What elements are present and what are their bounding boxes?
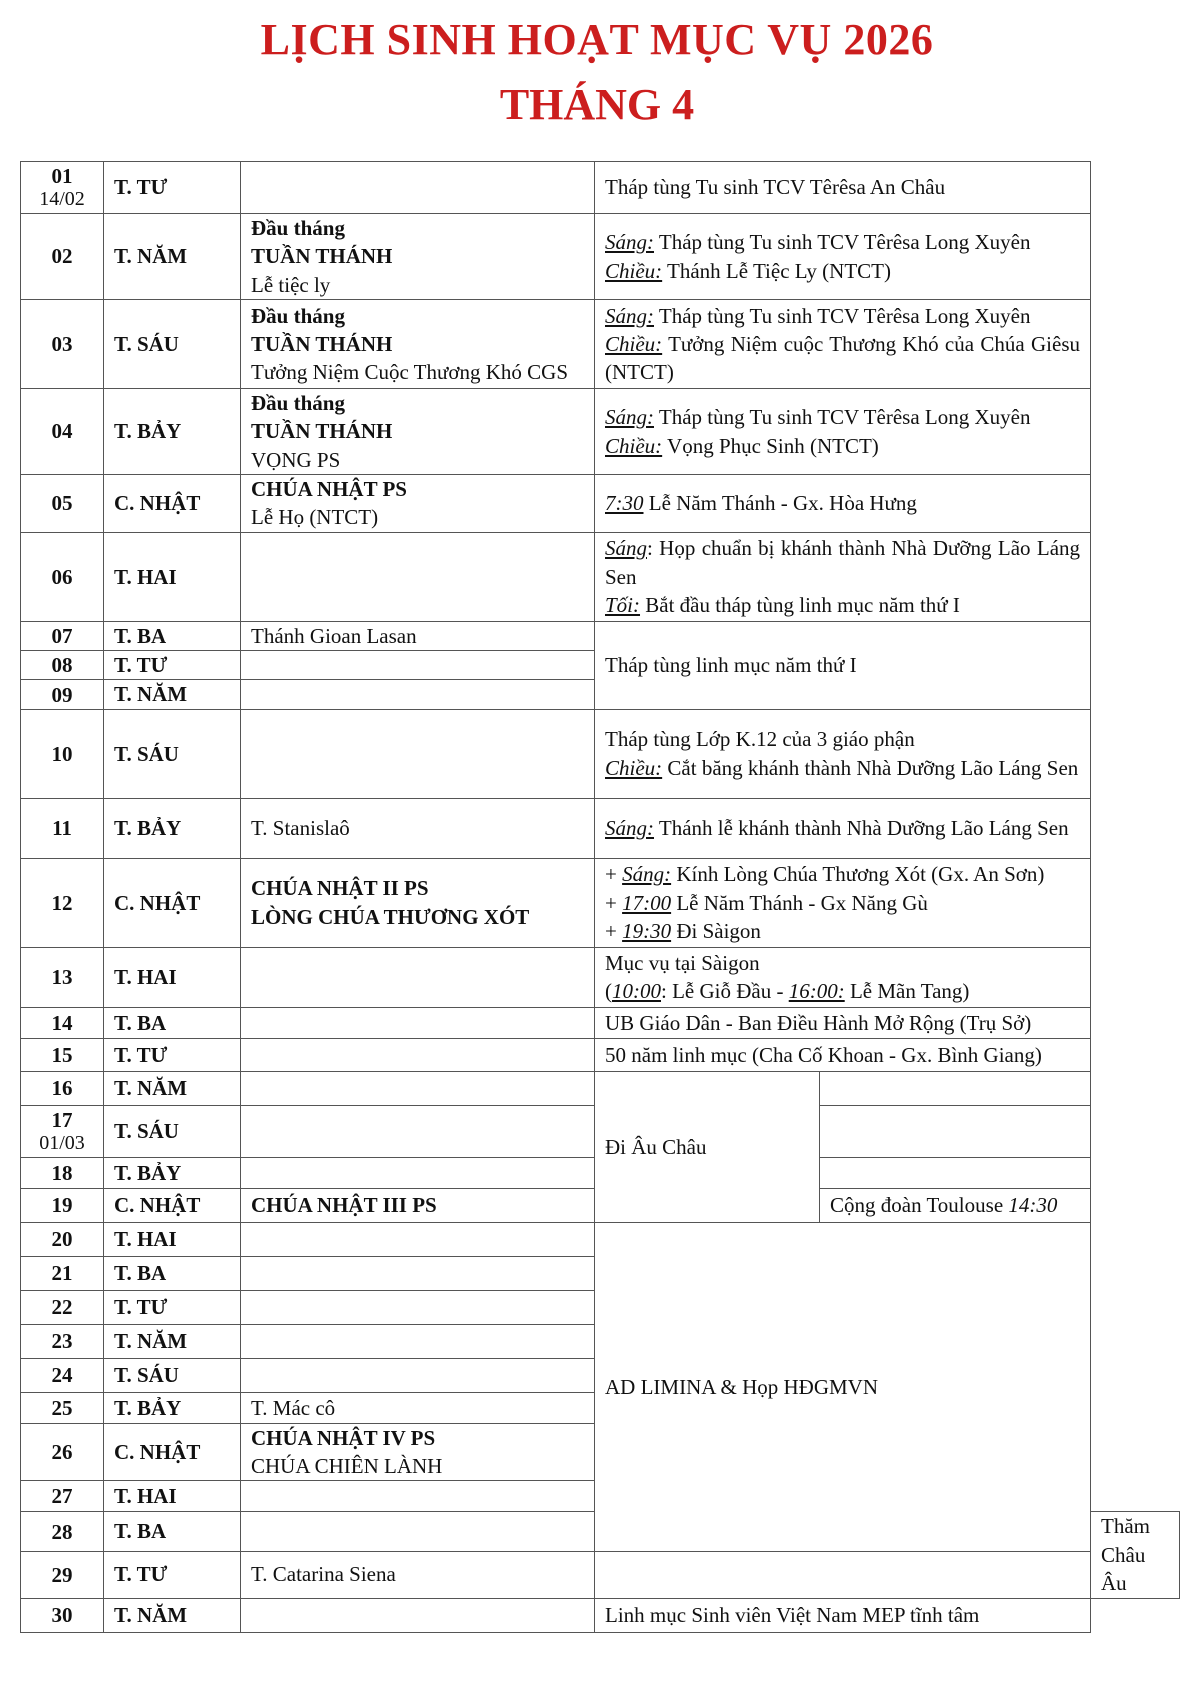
time-label: Chiều: [605,258,663,283]
table-row [21,621,1180,650]
lunar-date: 01/03 [39,1131,85,1154]
event-line: T. Mác cô [251,1395,336,1420]
day-number: 14 [51,1010,73,1035]
activity-text: Tưởng Niệm cuộc Thương Khó của Chúa Giêsu (NTCT) [605,331,1081,385]
day-number: 28 [51,1519,73,1544]
liturgical-event-cell [241,858,595,947]
activity-text: UB Giáo Dân - Ban Điều Hành Mở Rộng (Trụ Sở) [605,1010,1032,1035]
table-row [21,1551,1180,1598]
event-line: Lễ Họ (NTCT) [251,505,379,530]
table-row [21,1007,1180,1038]
day-number-cell [21,1290,104,1324]
time-label: Sáng: [605,405,654,430]
event-line: T. Stanislaô [251,816,350,841]
liturgical-event-cell [241,1007,595,1038]
table-row [21,858,1180,947]
event-line: CHÚA NHẬT IV PS [251,1425,436,1450]
time-label: Sáng: [605,230,654,255]
day-number-cell [21,1222,104,1256]
time-label: 16:00: [788,979,845,1004]
time-label: 19:30 [622,918,672,943]
time-label: Chiều: [605,433,663,458]
activity-text: Cắt băng khánh thành Nhà Dưỡng Lão Láng Sen [662,755,1079,780]
activity-text: Tháp tùng Tu sinh TCV Têrêsa Long Xuyên [654,230,1031,255]
activity-line [605,889,1080,917]
table-row [21,709,1180,798]
event-line: CHÚA CHIÊN LÀNH [251,1454,443,1479]
day-number-cell [21,709,104,798]
event-line: CHÚA NHẬT PS [251,477,407,502]
day-number: 13 [51,965,73,990]
day-number-cell [21,1392,104,1423]
weekday-cell: T. SÁU [104,300,241,389]
event-line: Đầu tháng [251,216,345,240]
weekday-cell: T. BẢY [104,1157,241,1188]
weekday-cell: T. TƯ [104,1551,241,1598]
activity-cell [595,214,1091,300]
weekday-cell: T. NĂM [104,214,241,300]
liturgical-event-cell [241,1105,595,1157]
time-label: Chiều: [605,755,663,780]
liturgical-event-cell [241,214,595,300]
activity-line [605,651,1080,679]
activity-line [605,814,1080,842]
activity-line [605,173,1080,201]
event-line: Tưởng Niệm Cuộc Thương Khó CGS [251,360,568,385]
empty-activity-cell [820,1157,1091,1188]
day-number-cell [21,1105,104,1157]
activity-text: Đi Sàigon [671,918,761,943]
time-label: Chiều: [605,331,663,356]
activity-cell [595,709,1091,798]
activity-cell [595,1038,1091,1071]
liturgical-event-cell [241,1598,595,1632]
table-row [21,798,1180,858]
liturgical-event-cell [241,1071,595,1105]
activity-text: Tháp tùng Tu sinh TCV Têrêsa An Châu [605,175,946,200]
activity-cell [595,532,1091,621]
liturgical-event-cell [241,1481,595,1512]
day-number-cell [21,1481,104,1512]
time-label: Tối: [605,592,641,617]
activity-text: AD LIMINA & Họp HĐGMVN [605,1374,878,1399]
day-number: 20 [51,1227,73,1252]
activity-text: Cộng đoàn Toulouse [830,1193,1009,1218]
activity-line [605,1041,1080,1069]
table-row [21,1038,1180,1071]
day-number-cell [21,947,104,1007]
activity-text: Tháp tùng linh mục năm thứ I [605,653,857,678]
liturgical-event-cell [241,1256,595,1290]
time-label: Sáng: [622,862,672,887]
weekday-cell: T. SÁU [104,1105,241,1157]
weekday-cell: T. HAI [104,947,241,1007]
activity-line [605,591,1080,619]
weekday-cell: T. TƯ [104,651,241,680]
event-line: CHÚA NHẬT III PS [251,1193,437,1218]
event-line: TUẦN THÁNH [251,244,393,269]
activity-line [605,977,1080,1005]
day-number: 15 [51,1042,73,1067]
activity-text: Lễ Năm Thánh - Gx. Hòa Hưng [643,491,917,516]
liturgical-event-cell [241,389,595,475]
day-number: 03 [51,331,73,356]
day-number: 21 [51,1261,73,1286]
day-number: 07 [51,623,73,648]
liturgical-event-cell [241,162,595,214]
day-number-cell [21,798,104,858]
weekday-cell: T. TƯ [104,1290,241,1324]
activity-text: + [605,918,623,943]
activity-cell [595,475,1091,533]
activity-text: Kính Lòng Chúa Thương Xót (Gx. An Sơn) [671,862,1045,887]
activity-line [605,1009,1080,1037]
event-line: TUẦN THÁNH [251,331,393,356]
day-number-cell [21,858,104,947]
day-number: 04 [51,419,73,444]
activity-line [605,754,1080,782]
day-number: 10 [51,741,73,766]
activity-cell [595,1007,1091,1038]
weekday-cell: T. SÁU [104,1358,241,1392]
time-label: 10:00 [612,979,661,1004]
day-number: 06 [51,564,73,589]
liturgical-event-cell [241,1423,595,1481]
weekday-cell: T. BẢY [104,389,241,475]
day-number-cell [21,1423,104,1481]
day-number-cell [21,651,104,680]
day-number-cell [21,1256,104,1290]
event-line: LÒNG CHÚA THƯƠNG XÓT [251,904,530,929]
day-number: 01 [51,163,73,188]
activity-line [605,330,1080,387]
day-number: 29 [51,1562,73,1587]
day-number-cell [21,214,104,300]
activity-text: 14:30 [1008,1193,1058,1218]
time-label: Sáng: [605,303,654,328]
activity-line [605,534,1080,591]
event-line: VỌNG PS [251,447,341,472]
activity-cell [595,1222,1091,1551]
weekday-cell: C. NHẬT [104,1423,241,1481]
activity-cell [595,162,1091,214]
liturgical-event-cell [241,1512,595,1551]
weekday-cell: C. NHẬT [104,1188,241,1222]
event-line: TUẦN THÁNH [251,419,393,444]
activity-line [605,860,1080,888]
activity-text: ( [605,979,612,1004]
day-number: 09 [51,682,73,707]
liturgical-event-cell [241,1038,595,1071]
weekday-cell: T. NĂM [104,680,241,709]
liturgical-event-cell [241,1290,595,1324]
table-row [21,300,1180,389]
lunar-date: 14/02 [39,188,85,211]
day-number-cell [21,162,104,214]
weekday-cell: C. NHẬT [104,475,241,533]
time-label: Sáng [605,536,647,561]
weekday-cell: T. BA [104,1007,241,1038]
activity-text: Lễ Mãn Tang) [844,979,970,1004]
table-row [21,214,1180,300]
liturgical-event-cell [241,709,595,798]
activity-text: + [605,890,623,915]
weekday-cell: T. TƯ [104,1038,241,1071]
activity-line [1101,1512,1169,1597]
activity-text: Tháp tùng Lớp K.12 của 3 giáo phận [605,727,915,752]
event-line: Thánh Gioan Lasan [251,623,417,648]
activity-text: : Lễ Giỗ Đầu - [661,979,789,1004]
activity-line [605,257,1080,285]
day-number: 24 [51,1363,73,1388]
empty-activity-cell [820,1105,1091,1157]
liturgical-event-cell [241,475,595,533]
weekday-cell: T. NĂM [104,1598,241,1632]
activity-cell [595,1071,820,1222]
day-number: 23 [51,1329,73,1354]
activity-text: Vọng Phục Sinh (NTCT) [662,433,879,458]
activity-text: Thánh Lễ Tiệc Ly (NTCT) [662,258,891,283]
day-number-cell [21,532,104,621]
liturgical-event-cell [241,1551,595,1598]
day-number: 30 [51,1602,73,1627]
day-number-cell [21,389,104,475]
activity-line [605,949,1080,977]
day-number-cell [21,621,104,650]
event-line: Đầu tháng [251,303,345,328]
day-number-cell [21,1598,104,1632]
event-line: Đầu tháng [251,391,345,416]
day-number: 18 [51,1160,73,1185]
table-row [21,532,1180,621]
liturgical-event-cell [241,1222,595,1256]
activity-text: Thăm Châu Âu [1101,1514,1150,1596]
day-number-cell [21,1324,104,1358]
weekday-cell: T. NĂM [104,1324,241,1358]
activity-text: + [605,862,623,887]
weekday-cell: T. BẢY [104,1392,241,1423]
day-number-cell [21,1358,104,1392]
liturgical-event-cell [241,1324,595,1358]
weekday-cell: T. HAI [104,1481,241,1512]
empty-activity-cell [820,1071,1091,1105]
day-number-cell [21,1007,104,1038]
activity-text: Tháp tùng Tu sinh TCV Têrêsa Long Xuyên [654,303,1031,328]
day-number: 11 [52,816,72,841]
activity-cell [595,858,1091,947]
activity-line [605,917,1080,945]
day-number-cell [21,475,104,533]
schedule-table [20,161,1180,1633]
weekday-cell: T. SÁU [104,709,241,798]
activity-cell [595,621,1091,709]
time-label: 7:30 [605,491,644,516]
day-number: 05 [51,491,73,516]
weekday-cell: T. BA [104,1512,241,1551]
activity-cell [595,947,1091,1007]
page-subtitle-month: THÁNG 4 [499,80,695,129]
liturgical-event-cell [241,1188,595,1222]
liturgical-event-cell [241,1157,595,1188]
weekday-cell: T. BA [104,621,241,650]
weekday-cell: C. NHẬT [104,858,241,947]
day-number: 25 [51,1395,73,1420]
liturgical-event-cell [241,621,595,650]
liturgical-event-cell [241,798,595,858]
day-number-cell [21,1157,104,1188]
weekday-cell: T. TƯ [104,162,241,214]
activity-line [605,1133,809,1161]
time-label: Sáng: [605,816,654,841]
table-row [21,947,1180,1007]
liturgical-event-cell [241,680,595,709]
activity-line [605,432,1080,460]
day-number: 17 [51,1107,73,1132]
liturgical-event-cell [241,651,595,680]
table-row [21,475,1180,533]
activity-text: Tháp tùng Tu sinh TCV Têrêsa Long Xuyên [654,405,1031,430]
event-line: T. Catarina Siena [251,1562,396,1587]
activity-cell [595,798,1091,858]
day-number: 08 [51,653,73,678]
activity-cell [1091,1512,1180,1598]
day-number: 12 [51,890,73,915]
activity-cell [595,389,1091,475]
liturgical-event-cell [241,1358,595,1392]
activity-line [605,489,1080,517]
activity-text: Thánh lễ khánh thành Nhà Dưỡng Lão Láng Sen [654,816,1069,841]
table-row [21,1071,1180,1105]
day-number: 02 [51,244,73,269]
day-number: 22 [51,1295,73,1320]
table-row [21,1222,1180,1256]
activity-line [605,725,1080,753]
table-row [21,1598,1180,1632]
day-number-cell [21,1551,104,1598]
activity-line [830,1191,1080,1219]
activity-text: Đi Âu Châu [605,1134,707,1159]
activity-text: Lễ Năm Thánh - Gx Năng Gù [671,890,928,915]
day-number-cell [21,680,104,709]
activity-cell [595,300,1091,389]
event-line: Lễ tiệc ly [251,272,331,297]
day-number-cell [21,300,104,389]
event-line: CHÚA NHẬT II PS [251,876,429,901]
activity-text: Bắt đầu tháp tùng linh mục năm thứ I [640,592,960,617]
activity-line [605,228,1080,256]
activity-line [605,1373,1080,1401]
day-number-cell [21,1188,104,1222]
activity-text: : Họp chuẩn bị khánh thành Nhà Dưỡng Lão Láng Sen [605,536,1081,589]
liturgical-event-cell [241,300,595,389]
weekday-cell: T. NĂM [104,1071,241,1105]
table-row [21,389,1180,475]
day-number: 16 [51,1076,73,1101]
activity-line [605,1601,1080,1629]
activity-text: Mục vụ tại Sàigon [605,950,760,975]
liturgical-event-cell [241,947,595,1007]
table-row [21,162,1180,214]
day-number: 19 [51,1193,73,1218]
liturgical-event-cell [241,532,595,621]
activity-line [605,403,1080,431]
activity-cell [820,1188,1091,1222]
weekday-cell: T. BA [104,1256,241,1290]
activity-text: Linh mục Sinh viên Việt Nam MEP tĩnh tâm [605,1602,980,1627]
weekday-cell: T. BẢY [104,798,241,858]
day-number: 27 [51,1484,73,1509]
liturgical-event-cell [241,1392,595,1423]
activity-line [605,302,1080,330]
weekday-cell: T. HAI [104,532,241,621]
day-number-cell [21,1512,104,1551]
weekday-cell: T. HAI [104,1222,241,1256]
page-title: LỊCH SINH HOẠT MỤC VỤ 2026 [260,15,934,64]
day-number-cell [21,1038,104,1071]
day-number: 26 [51,1440,73,1465]
activity-cell [595,1598,1091,1632]
activity-text: 50 năm linh mục (Cha Cố Khoan - Gx. Bình Giang) [605,1042,1042,1067]
day-number-cell [21,1071,104,1105]
time-label: 17:00 [622,890,672,915]
